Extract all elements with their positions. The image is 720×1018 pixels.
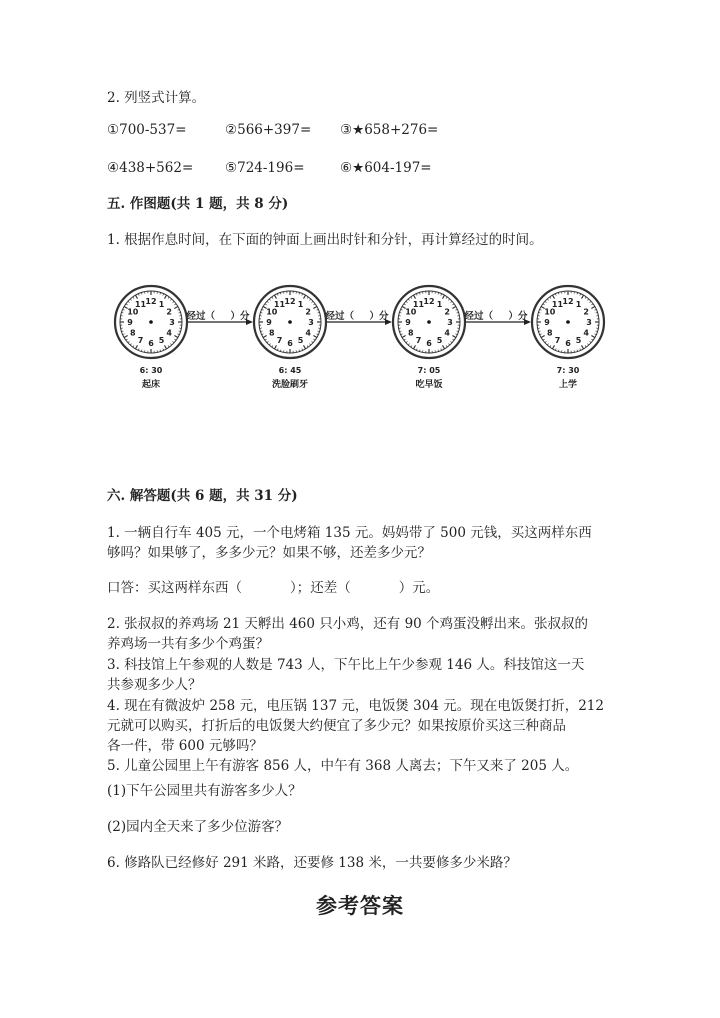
elapsed-label-prefix: 经过（ (186, 311, 216, 322)
clock-numeral: 1 (297, 299, 304, 309)
clock-numeral: 2 (444, 307, 450, 317)
clock-numeral: 5 (297, 336, 304, 346)
q6-line: 6. 修路队已经修好 291 米路，还要修 138 米，一共要修多少米路？ (107, 855, 517, 871)
clock-numeral: 12 (145, 297, 157, 306)
q1-answer-part2: ）；还差（ (290, 580, 351, 596)
q1-line2: 够吗？如果够了，多多少元？如果不够，还差多少元？ (107, 545, 431, 561)
clock-center-dot (566, 320, 570, 324)
q4-line3: 各一件，带 600 元够吗？ (107, 738, 263, 754)
q1-answer-part1: 口答：买这两样东西（ (107, 580, 242, 596)
clock-numeral: 10 (405, 307, 417, 317)
clock-numeral: 4 (305, 328, 311, 338)
q4-line1: 4. 现在有微波炉 258 元，电压锅 137 元，电饭煲 304 元。现在电饭煲打折，212 (107, 698, 604, 714)
problem-3: ③★658+276= (340, 122, 439, 138)
q1-line1: 1. 一辆自行车 405 元，一个电烤箱 135 元。妈妈带了 500 元钱，买这两样东西 (107, 525, 592, 541)
section5-heading: 五. 作图题(共 1 题，共 8 分) (107, 196, 289, 212)
problem-2: ②566+397= (225, 122, 312, 138)
clock-activity-label: 洗脸刷牙 (271, 380, 309, 390)
problem-6: ⑥★604-197= (340, 160, 432, 176)
clock-numeral: 1 (158, 299, 165, 309)
clock-numeral: 5 (575, 336, 582, 346)
q5-sub2: (2)园内全天来了多少位游客？ (107, 819, 289, 835)
elapsed-label-suffix: ）分 (369, 311, 389, 322)
clock-numeral: 6 (565, 339, 571, 348)
clock-center-dot (288, 320, 292, 324)
clock-numeral: 8 (130, 328, 136, 338)
clock-numeral: 9 (266, 318, 272, 327)
clock-numeral: 2 (166, 307, 172, 317)
problem-1: ①700-537= (107, 122, 187, 138)
q3-line2: 共参观多少人？ (107, 677, 202, 693)
elapsed-label-suffix: ）分 (230, 311, 250, 322)
q2-line1: 2. 张叔叔的养鸡场 21 天孵出 460 只小鸡，还有 90 个鸡蛋没孵出来。张叔叔的 (107, 616, 589, 632)
clock-numeral: 7 (415, 336, 422, 346)
clock-numeral: 12 (284, 297, 296, 306)
clock-numeral: 9 (544, 318, 550, 327)
q1-answer (107, 578, 439, 598)
clock-numeral: 5 (158, 336, 165, 346)
clock-numeral: 3 (169, 318, 175, 327)
clock-numeral: 1 (436, 299, 443, 309)
answers-title: 参考答案 (316, 893, 404, 918)
clock-numeral: 6 (148, 339, 154, 348)
clock-numeral: 11 (551, 299, 564, 309)
clock-numeral: 9 (405, 318, 411, 327)
q5-line1: 5. 儿童公园里上午有游客 856 人，中午有 368 人离去；下午又来了 205 人。 (107, 758, 579, 774)
elapsed-label-prefix: 经过（ (464, 311, 494, 322)
clock-numeral: 1 (575, 299, 582, 309)
clock-time-label: 7: 30 (556, 366, 580, 375)
clock-numeral: 10 (544, 307, 556, 317)
clock-numeral: 6 (426, 339, 432, 348)
clock-numeral: 10 (127, 307, 139, 317)
clock-numeral: 12 (423, 297, 435, 306)
clock-numeral: 4 (166, 328, 172, 338)
clock-numeral: 12 (562, 297, 574, 306)
clock-numeral: 10 (266, 307, 278, 317)
clock-center-dot (427, 320, 431, 324)
section2-title: 2. 列竖式计算。 (107, 90, 206, 106)
section6-heading: 六. 解答题(共 6 题，共 31 分) (107, 488, 298, 504)
clock-numeral: 8 (547, 328, 553, 338)
clock-time-label: 7: 05 (417, 366, 441, 375)
clock-numeral: 8 (269, 328, 275, 338)
problem-4: ④438+562= (107, 160, 194, 176)
clock-numeral: 2 (305, 307, 311, 317)
clock-activity-label: 上学 (558, 380, 578, 390)
clock-numeral: 2 (583, 307, 589, 317)
q1-answer-part3: ）元。 (398, 580, 440, 596)
q5-sub1: (1)下午公园里共有游客多少人？ (107, 783, 302, 799)
clock-numeral: 4 (583, 328, 589, 338)
elapsed-label-prefix: 经过（ (325, 311, 355, 322)
clock-numeral: 11 (273, 299, 286, 309)
clock-activity-label: 起床 (141, 380, 161, 390)
section5-question-1: 1. 根据作息时间，在下面的钟面上画出时针和分针，再计算经过的时间。 (107, 232, 543, 248)
clock-numeral: 8 (408, 328, 414, 338)
clock-numeral: 9 (127, 318, 133, 327)
clock-center-dot (149, 320, 153, 324)
clock-numeral: 4 (444, 328, 450, 338)
problem-5: ⑤724-196= (225, 160, 305, 176)
clock-numeral: 7 (276, 336, 283, 346)
clock-numeral: 11 (412, 299, 425, 309)
clock-time-label: 6: 45 (278, 366, 302, 375)
clock-numeral: 6 (287, 339, 293, 348)
clock-numeral: 3 (308, 318, 314, 327)
clock-numeral: 11 (134, 299, 147, 309)
clock-numeral: 7 (554, 336, 561, 346)
clock-numeral: 3 (447, 318, 453, 327)
elapsed-label-suffix: ）分 (508, 311, 528, 322)
clock-activity-label: 吃早饭 (415, 380, 443, 390)
q2-line2: 养鸡场一共有多少个鸡蛋？ (107, 636, 269, 652)
clock-numeral: 7 (137, 336, 144, 346)
clock-numeral: 5 (436, 336, 443, 346)
clock-diagram (113, 280, 613, 400)
q4-line2: 元就可以购买，打折后的电饭煲大约便宜了多少元？如果按原价买这三种商品 (107, 718, 566, 734)
clock-numeral: 3 (586, 318, 592, 327)
q3-line1: 3. 科技馆上午参观的人数是 743 人，下午比上午少参观 146 人。科技馆这一天 (107, 657, 585, 673)
clock-time-label: 6: 30 (139, 366, 163, 375)
